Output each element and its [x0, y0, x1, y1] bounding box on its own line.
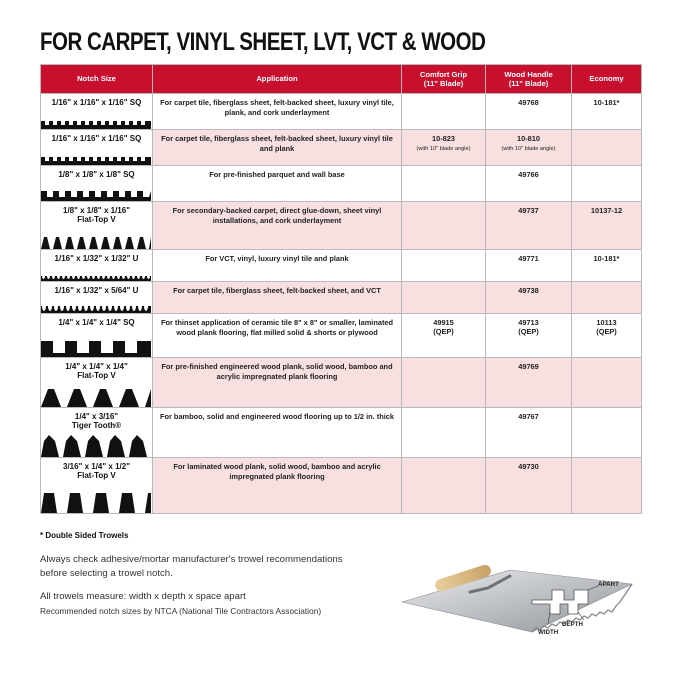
width-label: WIDTH	[538, 629, 559, 636]
notch-size-wrapper	[41, 250, 152, 281]
notch-profile-shape	[41, 157, 151, 165]
wood-handle-cell	[486, 314, 572, 358]
notch-size-wrapper	[41, 202, 152, 249]
economy-value	[572, 94, 641, 108]
apart-label: APART	[598, 581, 619, 588]
wood-handle-cell	[486, 282, 572, 314]
wood-handle-value	[486, 408, 571, 422]
notch-size-wrapper	[41, 94, 152, 129]
header-notch-size: Notch Size	[41, 65, 153, 94]
notch-size-cell	[41, 202, 153, 250]
blade-angle-note: (with 10" blade angle)	[501, 145, 556, 152]
info-line-3: All trowels measure: width x depth x space apart	[40, 591, 246, 602]
notch-size-cell	[41, 358, 153, 408]
notch-profile-shape	[41, 276, 151, 281]
economy-value-text: 10113 (QEP)	[596, 318, 617, 336]
comfort-grip-value	[402, 250, 485, 255]
notch-profile-shape	[41, 493, 151, 513]
wood-handle-cell	[486, 130, 572, 166]
wood-handle-value	[486, 282, 571, 296]
economy-value	[572, 166, 641, 171]
application-cell	[153, 408, 402, 458]
table-row	[41, 408, 642, 458]
wood-handle-value-text: 10-810	[516, 134, 540, 143]
wood-handle-cell	[486, 408, 572, 458]
notch-profile-icon	[41, 493, 151, 513]
application-cell	[153, 358, 402, 408]
economy-cell	[572, 358, 642, 408]
notch-size-wrapper	[41, 282, 152, 313]
notch-profile-shape	[41, 121, 151, 129]
notch-profile-shape	[41, 191, 151, 201]
wood-handle-value-text: 49768	[518, 98, 539, 107]
wood-handle-value	[486, 458, 571, 472]
notch-profile-icon	[41, 157, 151, 165]
trowel-table	[40, 64, 642, 514]
table-row	[41, 202, 642, 250]
notch-size-label: 3/16" x 1/4" x 1/2" Flat-Top V	[63, 462, 130, 481]
table-row	[41, 282, 642, 314]
wood-handle-value	[486, 358, 571, 372]
comfort-grip-cell	[402, 202, 486, 250]
wood-handle-cell	[486, 458, 572, 514]
comfort-grip-cell	[402, 166, 486, 202]
comfort-grip-cell	[402, 282, 486, 314]
double-sided-footnote: * Double Sided Trowels	[40, 531, 129, 540]
application-cell	[153, 166, 402, 202]
notch-profile-icon	[41, 237, 151, 249]
wood-handle-cell	[486, 94, 572, 130]
economy-cell	[572, 282, 642, 314]
comfort-grip-value-text: 49915 (QEP)	[433, 318, 454, 336]
comfort-grip-cell	[402, 458, 486, 514]
economy-value	[572, 202, 641, 216]
notch-profile-icon	[41, 121, 151, 129]
economy-cell	[572, 314, 642, 358]
notch-profile-icon	[41, 389, 151, 407]
economy-value	[572, 314, 641, 337]
table-row	[41, 358, 642, 408]
notch-size-cell	[41, 282, 153, 314]
notch-size-label: 1/8" x 1/8" x 1/16" Flat-Top V	[63, 206, 130, 225]
notch-size-cell	[41, 458, 153, 514]
wood-handle-value-text: 49771	[518, 254, 539, 263]
comfort-grip-cell	[402, 130, 486, 166]
economy-value	[572, 358, 641, 363]
comfort-grip-cell	[402, 314, 486, 358]
comfort-grip-cell	[402, 250, 486, 282]
application-text: For secondary-backed carpet, direct glue-down, sheet vinyl installations, and cork underlayment	[172, 206, 382, 225]
header-economy: Economy	[572, 65, 642, 94]
application-text: For pre-finished parquet and wall base	[209, 170, 345, 179]
table-header-row	[41, 65, 642, 94]
wood-handle-value-text: 49737	[518, 206, 539, 215]
notch-profile-icon	[41, 276, 151, 281]
comfort-grip-value	[402, 314, 485, 337]
notch-size-label: 1/16" x 1/16" x 1/16" SQ	[51, 98, 142, 107]
notch-size-label: 1/4" x 3/16" Tiger Tooth®	[71, 412, 122, 431]
notch-size-label: 1/16" x 1/32" x 1/32" U	[54, 254, 139, 263]
economy-value	[572, 408, 641, 413]
notch-size-wrapper	[41, 314, 152, 357]
page-title: FOR CARPET, VINYL SHEET, LVT, VCT & WOOD	[40, 28, 486, 56]
economy-value	[572, 250, 641, 264]
wood-handle-value	[486, 166, 571, 180]
application-text: For pre-finished engineered wood plank, solid wood, bamboo and acrylic impregnated plank flooring	[161, 362, 393, 381]
comfort-grip-value	[402, 458, 485, 463]
depth-label: DEPTH	[562, 621, 583, 628]
notch-size-cell	[41, 408, 153, 458]
economy-value-text: 10137-12	[590, 206, 623, 215]
economy-value	[572, 458, 641, 463]
wood-handle-value-text: 49766	[518, 170, 539, 179]
wood-handle-cell	[486, 250, 572, 282]
economy-value-text: 10-181*	[593, 98, 620, 107]
notch-size-label: 1/8" x 1/8" x 1/8" SQ	[58, 170, 135, 179]
wood-handle-value-text: 49713 (QEP)	[518, 318, 539, 336]
application-text: For carpet tile, fiberglass sheet, felt-backed sheet, and VCT	[173, 286, 381, 295]
economy-cell	[572, 202, 642, 250]
table-row	[41, 314, 642, 358]
info-line-4: Recommended notch sizes by NTCA (National Tile Contractors Association)	[40, 606, 322, 616]
notch-profile-shape	[41, 237, 151, 249]
application-text: For carpet tile, fiberglass sheet, felt-backed sheet, luxury vinyl tile, plank, and cork underlayment	[160, 98, 394, 117]
application-cell	[153, 314, 402, 358]
notch-size-cell	[41, 130, 153, 166]
application-text: For thinset application of ceramic tile 8" x 8" or smaller, laminated wood plank flooring, flat milled solid & shorts or plywood	[160, 318, 394, 337]
blade-angle-note: (with 10" blade angle)	[416, 145, 471, 152]
economy-cell	[572, 130, 642, 166]
application-cell	[153, 282, 402, 314]
notch-size-label: 1/4" x 1/4" x 1/4" SQ	[58, 318, 135, 327]
info-line-1: Always check adhesive/mortar manufacturer's trowel recommendations	[40, 554, 343, 565]
wood-handle-value-text: 49767	[518, 412, 539, 421]
notch-size-wrapper	[41, 358, 152, 407]
wood-handle-value	[486, 94, 571, 108]
application-text: For VCT, vinyl, luxury vinyl tile and plank	[205, 254, 349, 263]
notch-profile-shape	[41, 435, 151, 457]
notch-size-label: 1/16" x 1/32" x 5/64" U	[54, 286, 139, 295]
header-wood-handle: Wood Handle (11" Blade)	[486, 65, 572, 94]
economy-value-text: 10-181*	[593, 254, 620, 263]
notch-profile-icon	[41, 306, 151, 313]
economy-cell	[572, 94, 642, 130]
application-cell	[153, 94, 402, 130]
wood-handle-cell	[486, 202, 572, 250]
notch-size-label: 1/4" x 1/4" x 1/4" Flat-Top V	[65, 362, 128, 381]
economy-cell	[572, 408, 642, 458]
comfort-grip-cell	[402, 358, 486, 408]
comfort-grip-value	[402, 358, 485, 363]
notch-profile-shape	[41, 306, 151, 313]
application-text: For bamboo, solid and engineered wood flooring up to 1/2 in. thick	[159, 412, 395, 421]
notch-profile-icon	[41, 341, 151, 357]
comfort-grip-cell	[402, 94, 486, 130]
economy-cell	[572, 250, 642, 282]
wood-handle-value-text: 49730	[518, 462, 539, 471]
notch-size-cell	[41, 314, 153, 358]
notch-size-label: 1/16" x 1/16" x 1/16" SQ	[51, 134, 142, 143]
notch-size-wrapper	[41, 408, 152, 457]
economy-cell	[572, 166, 642, 202]
notch-size-cell	[41, 166, 153, 202]
comfort-grip-value	[402, 130, 485, 153]
comfort-grip-value	[402, 202, 485, 207]
wood-handle-value-text: 49769	[518, 362, 539, 371]
notch-profile-icon	[41, 435, 151, 457]
wood-handle-value	[486, 202, 571, 216]
wood-handle-value	[486, 130, 571, 153]
economy-value	[572, 282, 641, 287]
table-row	[41, 94, 642, 130]
application-text: For laminated wood plank, solid wood, bamboo and acrylic impregnated plank flooring	[173, 462, 381, 481]
wood-handle-value-text: 49738	[518, 286, 539, 295]
comfort-grip-value	[402, 166, 485, 171]
notch-size-cell	[41, 94, 153, 130]
info-line-2: before selecting a trowel notch.	[40, 568, 173, 579]
economy-cell	[572, 458, 642, 514]
wood-handle-cell	[486, 166, 572, 202]
header-application: Application	[153, 65, 402, 94]
table-row	[41, 166, 642, 202]
table-row	[41, 250, 642, 282]
notch-size-wrapper	[41, 166, 152, 201]
notch-size-wrapper	[41, 458, 152, 513]
wood-handle-value	[486, 314, 571, 337]
comfort-grip-value	[402, 94, 485, 99]
trowel-diagram	[392, 540, 642, 640]
application-text: For carpet tile, fiberglass sheet, felt-backed sheet, luxury vinyl tile and plank	[161, 134, 393, 153]
table-row	[41, 458, 642, 514]
application-cell	[153, 250, 402, 282]
comfort-grip-value	[402, 408, 485, 413]
application-cell	[153, 130, 402, 166]
notch-size-cell	[41, 250, 153, 282]
application-cell	[153, 202, 402, 250]
notch-size-wrapper	[41, 130, 152, 165]
header-comfort-grip: Comfort Grip (11" Blade)	[402, 65, 486, 94]
comfort-grip-value-text: 10-823	[431, 134, 455, 143]
table-row	[41, 130, 642, 166]
application-cell	[153, 458, 402, 514]
trowel-blade	[402, 570, 632, 632]
notch-profile-icon	[41, 191, 151, 201]
comfort-grip-value	[402, 282, 485, 287]
notch-profile-shape	[41, 341, 151, 357]
economy-value	[572, 130, 641, 135]
notch-profile-shape	[41, 389, 151, 407]
wood-handle-value	[486, 250, 571, 264]
wood-handle-cell	[486, 358, 572, 408]
comfort-grip-cell	[402, 408, 486, 458]
